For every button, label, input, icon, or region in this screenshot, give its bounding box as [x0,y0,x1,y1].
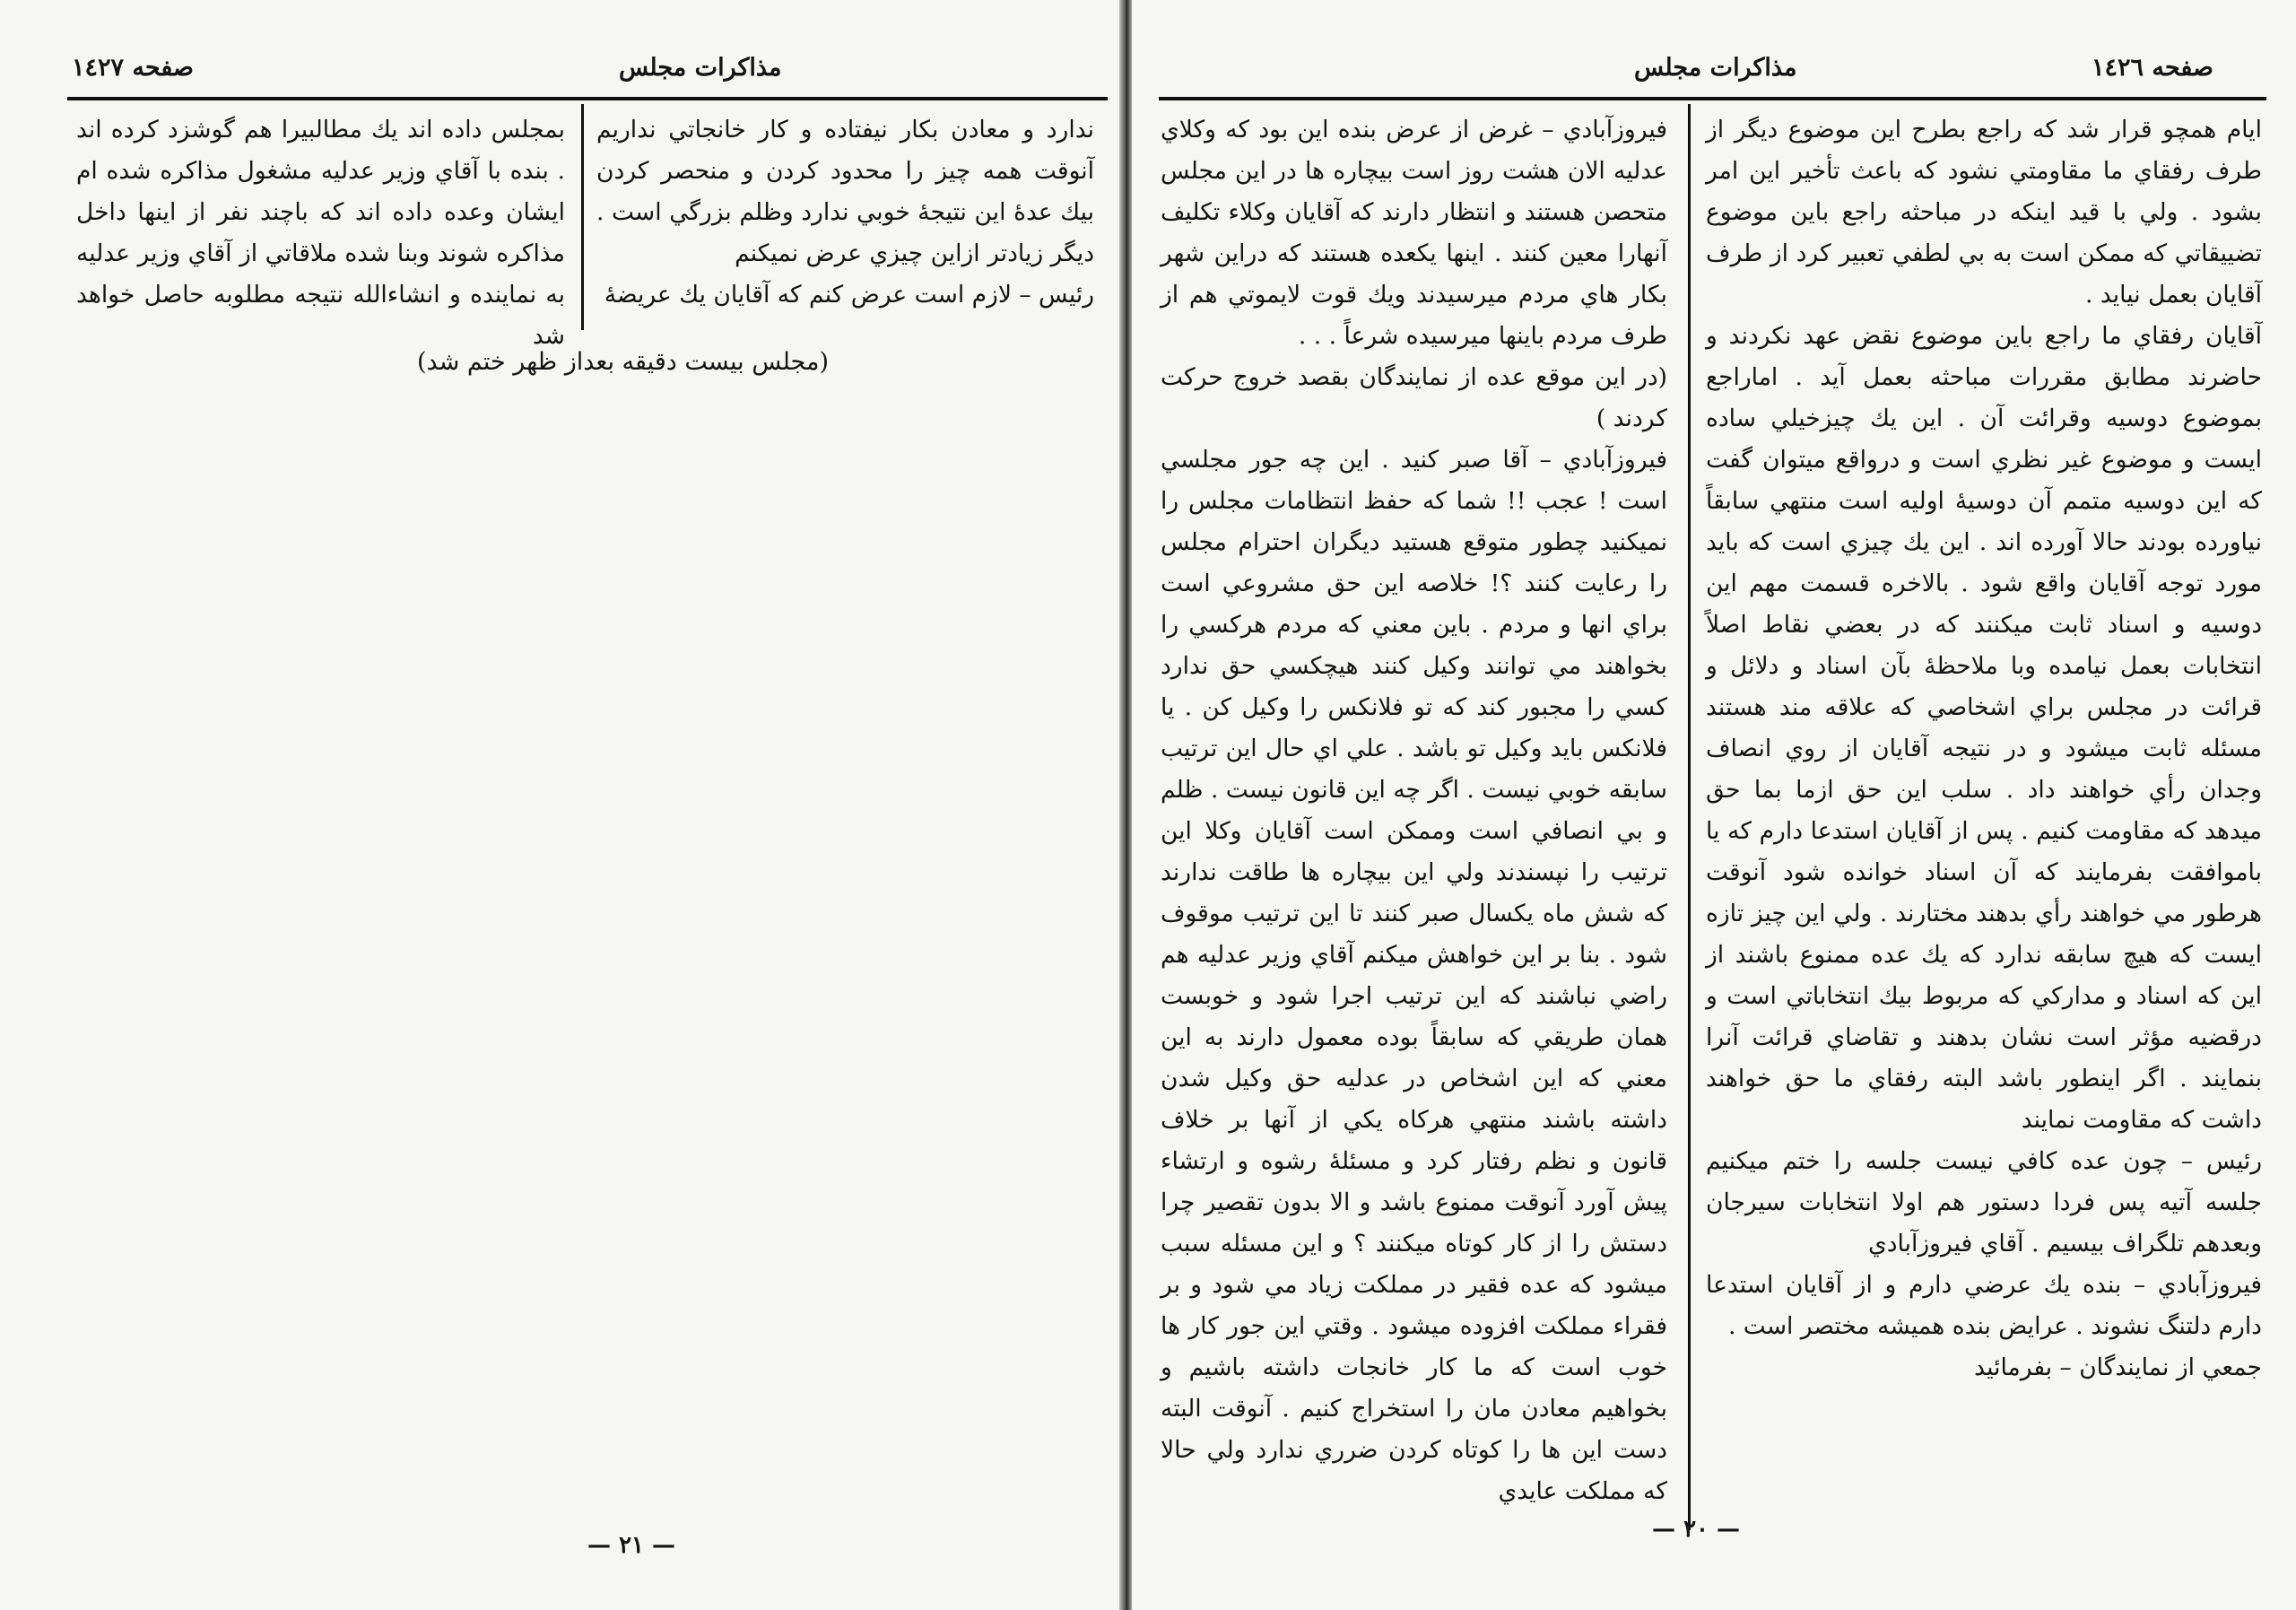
column-right [596,109,1094,316]
paragraph: رئيس – لازم است عرض كنم كه آقايان يك عريضهٔ [604,281,1094,309]
page-header [72,50,1103,95]
paragraph: بمجلس داده اند يك مطالبيرا هم گوشزد كرده اند . بنده با آقاي وزير عدليه مشغول مذاكره شده ام ايشان وعده داده اند كه باچند نفر از اينها داخل مذاكره شوند وبنا شده ملاقاتي از آقاي وزير عدليه به نماينده و انشاءالله نتيجه مطلوبه حاصل خواهد شد [76,116,565,350]
page-folio: — ٢٠ — [1652,1516,1741,1543]
right-page [1132,0,2296,1610]
session-closing-note: (مجلس بيست دقيقه بعداز ظهر ختم شد) [417,348,829,376]
paragraph: ايام همچو قرار شد كه راجع بطرح اين موضوع ديگر از طرف رفقاي ما مقاومتي نشود كه باعث تأخير اين امر بشود . ولي با قيد اينكه در مباحثه راجع باين موضوع تضييقاتي كه ممكن است به بي لطفي تعبير كرد از طرف آقايان بعمل نيايد . [1706,116,2262,309]
running-title: مذاكرات مجلس [1634,54,1797,82]
book-spine [1119,0,1132,1610]
paragraph: فيروزآبادي – آقا صبر كنيد . اين چه جور مجلسي است ! عجب !! شما كه حفظ انتظامات مجلس را نميكنيد چطور متوقع هستيد ديگران احترام مجلس را رعايت كنند ؟! خلاصه اين حق مشروعي است براي انها و مردم . باين معني كه مردم هركسي را بخواهند مي توانند وكيل كنند هيچكسي حق ندارد كسي را مجبور كند كه تو فلانكس را وكيل كن . يا فلانكس بايد وكيل تو باشد . علي اي حال اين ترتيب سابقه خوبي نيست . اگر چه اين قانون نيست . ظلم و بي انصافي است وممكن است آقايان وكلا اين ترتيب را نپسندند ولي اين بيچاره ها طاقت ندارند كه شش ماه يكسال صبر كنند تا اين ترتيب موقوف شود . بنا بر اين خواهش ميكنم آقاي وزير عدليه هم راضي نباشند كه اين ترتيب اجرا شود و خوبست همان طريقي كه سابقاً بوده معمول دارند به اين معني كه اين اشخاص در عدليه حق وكيل شدن داشته باشند منتهي هركاه يكي از آنها بر خلاف قانون و نظم رفتار كرد و مسئلهٔ رشوه و ارتشاء پيش آورد آنوقت ممنوع باشد و الا بدون تقصير چرا دستش را از كار كوتاه ميكنند ؟ و اين مسئله سبب ميشود كه عده فقير در مملكت زياد مي شود و بر فقراء مملكت افزوده ميشود . وقتي اين جور كار ها خوب است كه ما كار خانجات داشته باشيم و بخواهيم معادن مان را استخراج كنيم . آنوقت البته دست اين ها را كوتاه كردن ضرري ندارد ولي حالا كه مملكت عايدي [1161,446,1667,1505]
page-number-label: صفحه ١٤٢٦ [2092,54,2213,82]
column-divider [581,104,584,330]
page-header [1159,50,2262,95]
paragraph: آقايان رفقاي ما راجع باين موضوع نقض عهد نكردند و حاضرند مطابق مقررات مباحثه بعمل آيد . اماراجع بموضوع دوسيه وقرائت آن . اين يك چيزخيلي ساده ايست و موضوع غير نظري است و درواقع ميتوان گفت كه اين دوسيه متمم آن دوسيهٔ اوليه است منتهي سابقاً نياورده بودند حالا آورده اند . اين يك چيزي است كه بايد مورد توجه آقايان واقع شود . بالاخره قسمت مهم اين دوسيه و اسناد ثابت ميكنند كه در بعضي نقاط اصلاً انتخابات بعمل نيامده وبا ملاحظهٔ بآن اسناد و دلائل و قرائت در مجلس براي اشخاصي كه علاقه مند هستند مسئله ثابت ميشود و در نتيجه آقايان از روي انصاف وجدان رأي خواهند داد . سلب اين حق ازما بما حق ميدهد كه مقاومت كنيم . پس از آقايان استدعا دارم كه يا باموافقت بفرمايند كه آن اسناد خوانده شود آنوقت هرطور مي خواهند رأي بدهند مختارند . ولي اين چيز تازه ايست كه هيچ سابقه ندارد كه يك عده ممنوع باشند از اين كه اسناد و مداركي كه مربوط بيك انتخاباتي است و درقضيه مؤثر است نشان بدهند و تقاضاي قرائت آنرا بنمايند . اگر اينطور باشد البته رفقاي ما حق خواهند داشت كه مقاومت نمايند [1706,322,2262,1134]
paragraph: جمعي از نمايندگان – بفرمائيد [1974,1353,2262,1381]
left-page [0,0,1119,1610]
column-left [1161,109,1667,1512]
paragraph: رئيس – چون عده كافي نيست جلسه را ختم ميكنيم جلسه آتيه پس فردا دستور هم اولا انتخابات سيرجان وبعدهم تلگراف بيسيم . آقاي فيروزآبادي [1706,1147,2262,1258]
column-left [76,109,565,357]
running-title: مذاكرات مجلس [619,54,782,82]
page-folio: — ٢١ — [587,1532,676,1559]
paragraph: ندارد و معادن بكار نيفتاده و كار خانجاتي نداريم آنوقت همه چيز را محدود كردن و منحصر كردن بيك عدهٔ اين نتيجهٔ خوبي ندارد وظلم بزرگي است . ديگر زيادتر ازاين چيزي عرض نميكنم [596,116,1094,267]
page-number-label: صفحه ١٤٢٧ [72,54,194,82]
column-right [1706,109,2262,1388]
column-divider [1688,104,1691,1530]
header-rule [67,97,1108,100]
paragraph: فيروزآبادي – بنده يك عرضي دارم و از آقايان استدعا دارم دلتنگ نشوند . عرايض بنده هميشه مختصر است . [1706,1271,2262,1340]
paragraph: فيروزآبادي – غرض از عرض بنده اين بود كه وكلاي عدليه الان هشت روز است بيچاره ها در اين مجلس متحصن هستند و انتظار دارند كه آقايان وكلاء تكليف آنهارا معين كنند . اينها يكعده هستند كه دراين شهر بكار هاي مردم ميرسيدند ويك قوت لايموتي هم از طرف مردم باينها ميرسيده شرعاً . . . [1161,116,1667,350]
paragraph: (در اين موقع عده از نمايندگان بقصد خروج حركت كردند ) [1161,363,1667,432]
header-rule [1159,97,2266,100]
